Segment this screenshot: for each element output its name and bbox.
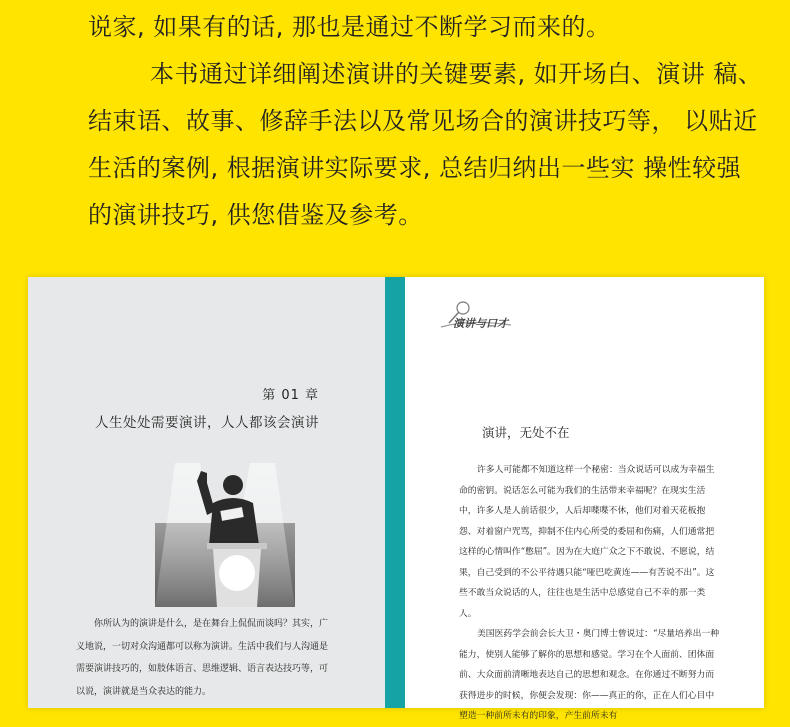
book-spread	[28, 277, 764, 721]
intro-line: 生活的案例, 根据演讲实际要求, 总结归纳出一些实 操性较强	[88, 154, 742, 182]
speaker-illustration	[155, 463, 295, 607]
chapter-intro-text	[76, 613, 334, 703]
left-page	[28, 277, 385, 708]
book-spine	[385, 277, 405, 708]
intro-line: 结束语、故事、修辞手法以及常见场合的演讲技巧等， 以贴近	[88, 107, 758, 135]
logo-text: 演讲与口才	[453, 317, 508, 330]
chapter-title: 人生处处需要演讲，人人都该会演讲	[95, 415, 319, 431]
section-title: 演讲，无处不在	[482, 425, 570, 440]
right-page	[405, 277, 764, 721]
intro-line: 说家, 如果有的话, 那也是通过不断学习而来的。	[88, 13, 611, 41]
intro-line: 本书通过详细阐述演讲的关键要素, 如开场白、演讲 稿、	[150, 60, 763, 88]
section-body	[459, 460, 721, 727]
chapter-number: 第 01 章	[262, 388, 319, 403]
body-paragraph: 美国医药学会前会长大卫・奥门博士曾说过：“尽量培养出一种能力，使别人能够了解你的思想和感觉。学习在个人面前、团体面前、大众面前清晰地表达自己的思想和观念。在你通过不断努力而获得进步的时候，你便会发现：你——真正的你，正在人们心目中塑造一种前所未有的印象，产生前所未有	[459, 629, 720, 721]
body-paragraph: 许多人可能都不知道这样一个秘密：当众说话可以成为幸福生命的密钥。说话怎么可能为我们的生活带来幸福呢？在现实生活中，许多人是人前话很少，人后却喋喋不休，他们对着天花板抱怨、对着窗户咒骂，抑制不住内心所受的委屈和伤痛，人们通常把这样的心情叫作“憋屈”。因为在大庭广众之下不敢说、不愿说，结果，自己受到的不公平待遇只能“哑巴吃黄连——有苦说不出”。这些不敢当众说话的人，往往也是生活中总感觉自己不幸的那一类人。	[459, 465, 715, 619]
intro-line: 的演讲技巧, 供您借鉴及参考。	[88, 201, 423, 229]
intro-text	[88, 4, 768, 239]
chapter-intro-paragraph: 你所认为的演讲是什么，是在舞台上侃侃而谈吗？其实，广义地说，一切对众沟通都可以称为演讲。生活中我们与人沟通是需要演讲技巧的，如肢体语言、思维逻辑、语言表达技巧等，可以说，演讲就是当众表达的能力。	[76, 619, 329, 697]
